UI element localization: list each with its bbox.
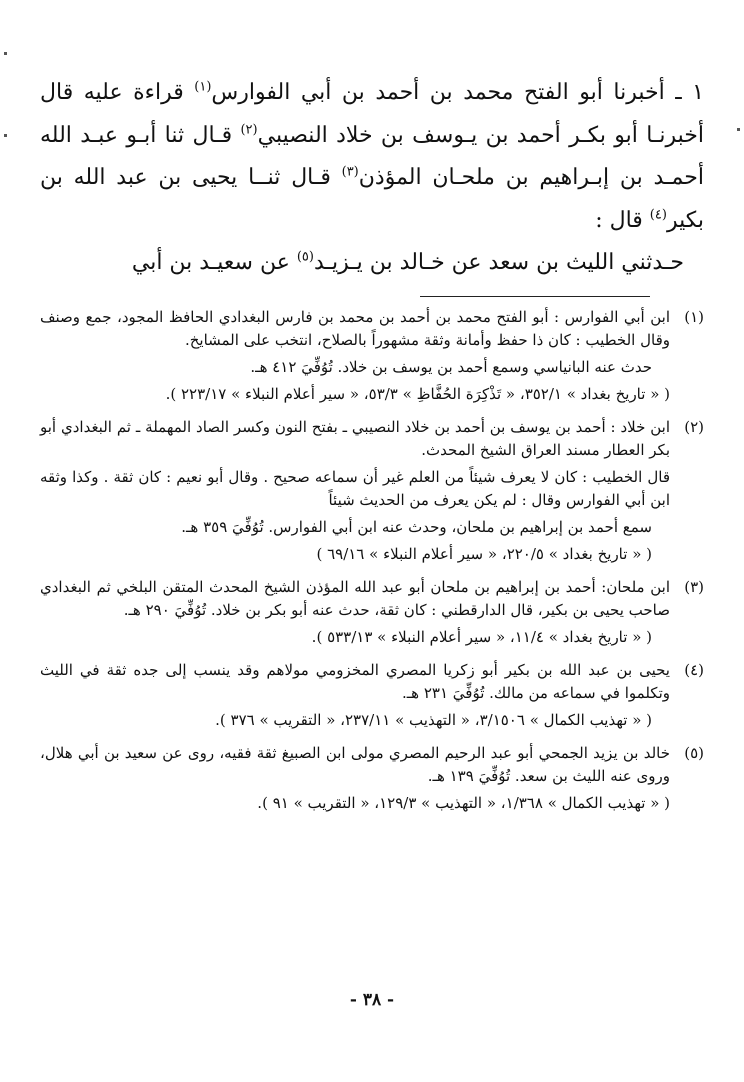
footnote-text: سمع أحمد بن إبراهيم بن ملحان، وحدث عنه ابن أبي الفوارس. تُوُفِّيَ ٣٥٩ هـ.: [181, 518, 652, 536]
footnote-citation: ( « تهذيب الكمال » ٣/١٥٠٦، « التهذيب » ٢٣٧/١١، « التقريب » ٣٧٦ ).: [215, 711, 652, 729]
footnote-ref[interactable]: (٢): [240, 122, 258, 138]
main-line: ١ ـ أخبرنا أبو الفتح محمد بن أحمد بن أبي الفوارس$^{(١)}$ قراءة عليه قال أخبرنـا أبو بكـر أحمد بن يـوسف بن خلاد النصيبي$^{(٢)}$ قـال ثنا أبـو عبـد الله أحمـد بن إبـراهيم بن ملحـان المؤذن$^{(٣)}$ قـال ثنــا يحيى بن عبد الله بن بكير$^{(٤)}$ قال :: [40, 79, 704, 233]
main-text: [40, 72, 704, 285]
footnote-text: يحيى بن عبد الله بن بكير أبو زكريا المصري المخزومي مولاهم وقد ينسب إلى جده ثقة في الليث وتكلموا في سماعه من مالك. تُوُفِّيَ ٢٣١ هـ.: [40, 661, 670, 702]
footnote-ref[interactable]: (٤): [649, 207, 667, 223]
page-number: - ٣٨ -: [349, 990, 395, 1010]
footnote: [40, 416, 704, 570]
main-line: حـدثني الليث بن سعد عن خـالد بن يـزيـد$^{(٥)}$ عن سعيـد بن أبي: [131, 249, 684, 275]
footnote-text: ابن أبي الفوارس : أبو الفتح محمد بن أحمد بن محمد بن فارس البغدادي الحافظ المجود، جمع وصنف وقال الخطيب : كان ذا حفظ وأمانة وثقة مشهوراً بالصلاح، انتخب على المشايخ.: [40, 308, 670, 349]
footnote-number: (٥): [684, 744, 704, 762]
footnote-text: قال الخطيب : كان لا يعرف شيئاً من العلم غير أن سماعه صحيح . وقال أبو نعيم : كان ثقة . وكذا وثقه ابن أبي الفوارس وقال : لم يكن يعرف من الحديث شيئاً: [40, 468, 670, 509]
footnote-citation: ( « تاريخ بغداد » ١١/٤، « سير أعلام النبلاء » ٥٣٣/١٣ ).: [311, 628, 652, 646]
footnote-divider: [420, 296, 650, 297]
footnote-text: ابن ملحان: أحمد بن إبراهيم بن ملحان أبو عبد الله المؤذن الشيخ المحدث المتقن البلخي ثم البغدادي صاحب يحيى بن بكير، قال الدارقطني : كان ثقة، حدث عنه أبو بكر بن خلاد. تُوُفِّيَ ٢٩٠ هـ.: [40, 578, 670, 619]
footnote-ref[interactable]: (١): [194, 79, 212, 95]
footnote-number: (١): [684, 308, 704, 326]
footnote: [40, 659, 704, 736]
footnote-text: ابن خلاد : أحمد بن يوسف بن أحمد بن خلاد النصيبي ـ بفتح النون وكسر الصاد المهملة ـ ثم البغدادي أبو بكر العطار مسند العراق الشيخ المحدث.: [40, 418, 670, 459]
footnote-citation: ( « تاريخ بغداد » ٢٢٠/٥، « سير أعلام النبلاء » ٦٩/١٦ ): [316, 545, 652, 563]
footnote: [40, 742, 704, 819]
footnote-ref[interactable]: (٥): [296, 249, 314, 265]
footnote-citation: ( « تهذيب الكمال » ١/٣٦٨، « التهذيب » ١٢٩/٣، « التقريب » ٩١ ).: [257, 794, 670, 812]
scan-mark: [4, 134, 7, 137]
scan-mark: [737, 128, 740, 131]
footnote-citation: ( « تاريخ بغداد » ٣٥٢/١، « تَذْكِرَة الحُفَّاظِ » ٥٣/٣، « سير أعلام النبلاء » ٢٢٣/١٧ ).: [165, 385, 670, 403]
footnote-number: (٣): [684, 578, 704, 596]
footnote-text: خالد بن يزيد الجمحي أبو عبد الرحيم المصري مولى ابن الصبيغ ثقة فقيه، روى عن سعيد بن أبي هلال، وروى عنه الليث بن سعد. تُوُفِّيَ ١٣٩ هـ.: [40, 744, 670, 785]
footnote-number: (٢): [684, 418, 704, 436]
scan-mark: [4, 52, 7, 55]
footnote: [40, 306, 704, 410]
footnote-number: (٤): [684, 661, 704, 679]
footnote-text: حدث عنه البانياسي وسمع أحمد بن يوسف بن خلاد. تُوُفِّيَ ٤١٢ هـ.: [250, 358, 652, 376]
footnote: [40, 576, 704, 653]
footnote-ref[interactable]: (٣): [341, 164, 359, 180]
footnotes: [40, 306, 704, 825]
